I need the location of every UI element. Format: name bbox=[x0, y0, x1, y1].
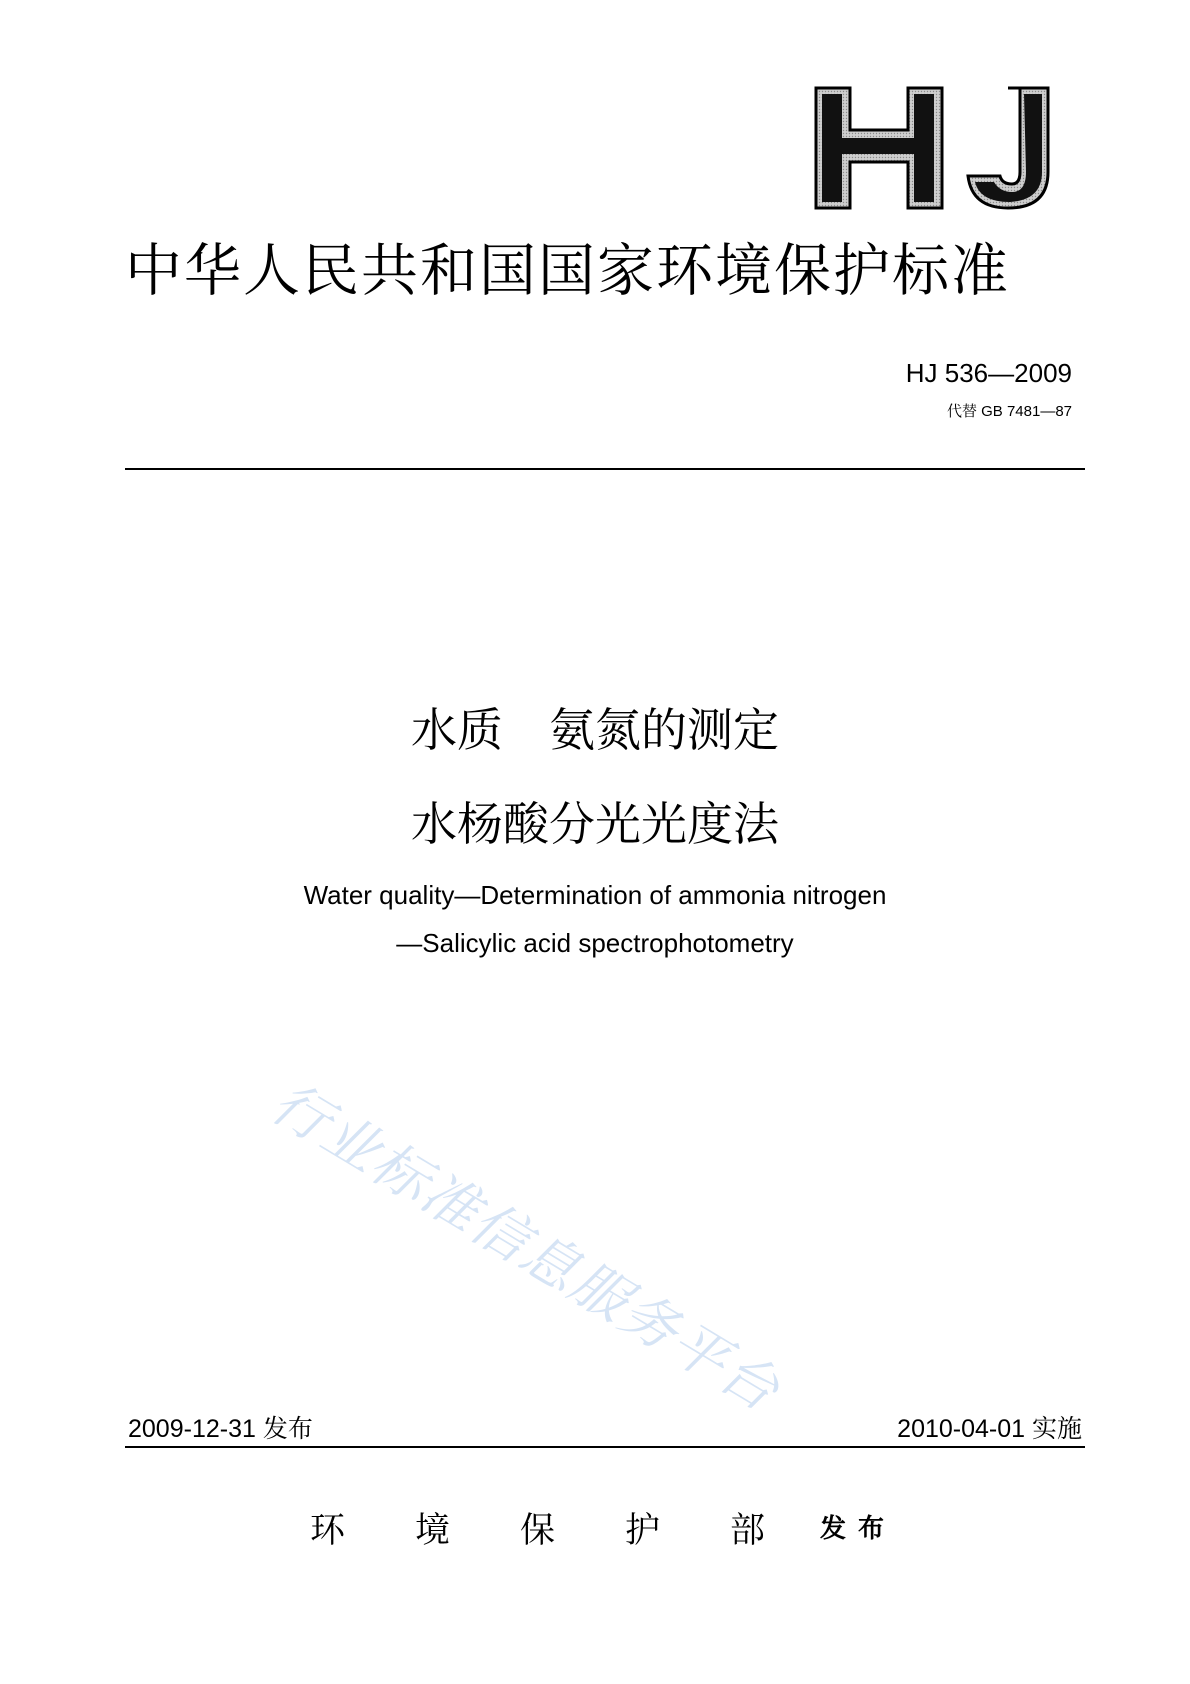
en-title-line1: Water quality—Determination of ammonia nitrogen bbox=[303, 880, 887, 910]
implementation-date: 2010-04-01 实施 bbox=[897, 1415, 1082, 1443]
hj-logo bbox=[812, 84, 1054, 212]
cn-title-line2: 水杨酸分光光度法 bbox=[411, 797, 779, 851]
bottom-divider bbox=[125, 1446, 1085, 1448]
replaces-standard: 代替 GB 7481—87 bbox=[946, 403, 1072, 420]
watermark: 行业标准信息服务平台 bbox=[260, 1070, 791, 1425]
document-series-title: 中华人民共和国国家环境保护标准 bbox=[125, 238, 1010, 304]
standard-number: HJ 536—2009 bbox=[905, 358, 1072, 388]
issuer-name: 环境保护部 bbox=[310, 1511, 836, 1551]
top-divider bbox=[125, 468, 1085, 470]
cn-title-line1: 水质 氨氮的测定 bbox=[411, 703, 779, 757]
en-title-line2: —Salicylic acid spectrophotometry bbox=[396, 928, 794, 958]
issuer-suffix: 发布 bbox=[820, 1514, 897, 1544]
issue-date: 2009-12-31 发布 bbox=[128, 1415, 313, 1443]
